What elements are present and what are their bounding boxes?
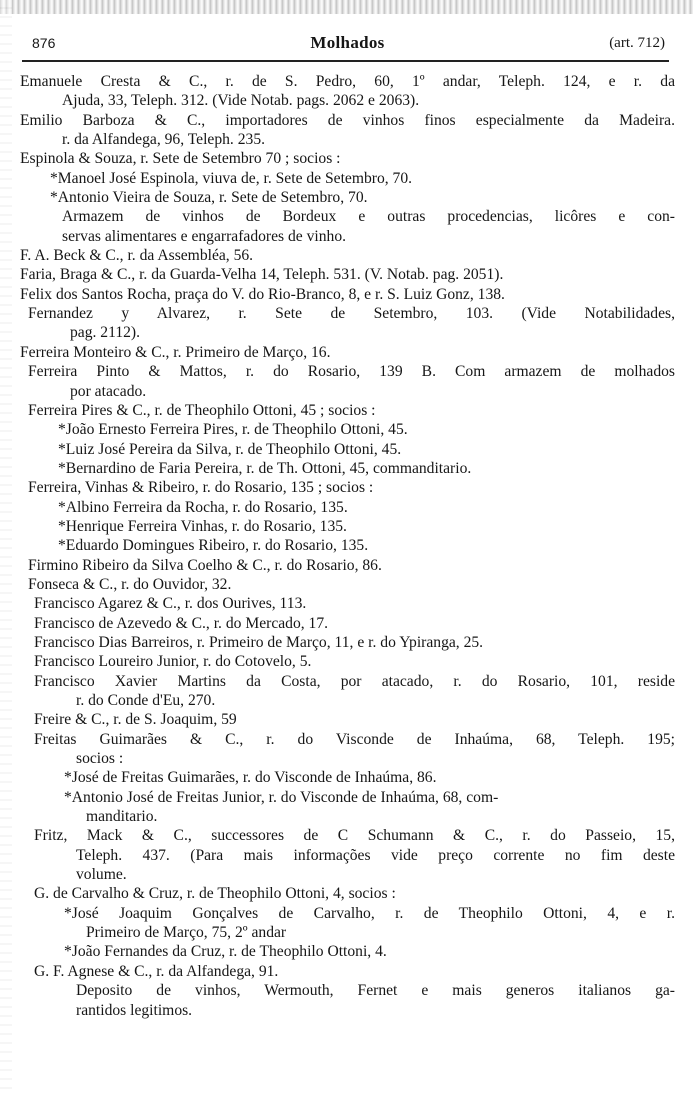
entry-line: *Luiz José Pereira da Silva, r. de Theophilo Ottoni, 45. <box>58 440 402 458</box>
entry-line: manditario. <box>86 808 158 826</box>
list-item <box>20 246 675 265</box>
list-item <box>20 111 675 150</box>
entry-line: Francisco de Azevedo & C., r. do Mercado, 17. <box>34 614 329 632</box>
scan-edge-top <box>0 0 693 14</box>
entry-line: servas alimentares e engarrafadores de vinho. <box>62 227 347 245</box>
entry-line: Emilio Barboza & C., importadores de vinhos finos especialmente da Madeira. <box>20 111 675 129</box>
entry-line: Francisco Loureiro Junior, r. do Cotovelo, 5. <box>34 653 312 671</box>
entry-line: Ajuda, 33, Teleph. 312. (Vide Notab. pags. 2062 e 2063). <box>62 92 420 110</box>
list-item <box>20 575 675 594</box>
entry-line: F. A. Beck & C., r. da Assembléa, 56. <box>20 247 254 265</box>
directory-listing <box>20 72 675 1020</box>
page-header <box>30 33 665 59</box>
list-item <box>20 710 675 729</box>
entry-line: *Bernardino de Faria Pereira, r. de Th. Ottoni, 45, commanditario. <box>58 459 472 477</box>
entry-line: Francisco Agarez & C., r. dos Ourives, 113. <box>34 595 307 613</box>
entry-line: por atacado. <box>70 382 147 400</box>
entry-line: *José de Freitas Guimarães, r. do Visconde de Inhaúma, 86. <box>64 769 437 787</box>
entry-line: Ferreira Pires & C., r. de Theophilo Ottoni, 45 ; socios : <box>28 401 376 419</box>
list-item <box>20 343 675 362</box>
entry-line: Armazem de vinhos de Bordeux e outras procedencias, licôres e con- <box>62 208 675 226</box>
page-number: 876 <box>32 35 56 51</box>
entry-line: Ferreira Pinto & Mattos, r. do Rosario, 139 B. Com armazem de molhados <box>28 363 675 381</box>
article-reference: (art. 712) <box>609 35 665 51</box>
entry-line: volume. <box>76 866 127 884</box>
entry-line: Fritz, Mack & C., successores de C Schumann & C., r. do Passeio, 15, <box>34 827 675 845</box>
entry-line: Firmino Ribeiro da Silva Coelho & C., r. do Rosario, 86. <box>28 556 382 574</box>
entry-line: Francisco Xavier Martins da Costa, por atacado, r. do Rosario, 101, reside <box>34 672 675 690</box>
list-item <box>20 826 675 884</box>
entry-line: *José Joaquim Gonçalves de Carvalho, r. de Theophilo Ottoni, 4, e r. <box>64 904 675 922</box>
list-item <box>20 72 675 111</box>
list-item <box>20 730 675 827</box>
list-item <box>20 362 675 401</box>
list-item <box>20 884 675 961</box>
list-item <box>20 285 675 304</box>
scan-edge-left <box>0 0 12 1095</box>
entry-line: *João Ernesto Ferreira Pires, r. de Theophilo Ottoni, 45. <box>58 421 408 439</box>
list-item <box>20 401 675 478</box>
list-item <box>20 614 675 633</box>
entry-line: *João Fernandes da Cruz, r. de Theophilo Ottoni, 4. <box>64 943 387 961</box>
entry-line: G. de Carvalho & Cruz, r. de Theophilo Ottoni, 4, socios : <box>34 885 396 903</box>
entry-line: Espinola & Souza, r. Sete de Setembro 70 ; socios : <box>20 150 341 168</box>
entry-line: *Manoel José Espinola, viuva de, r. Sete de Setembro, 70. <box>50 169 413 187</box>
entry-line: Deposito de vinhos, Wermouth, Fernet e mais generos italianos ga- <box>76 982 675 1000</box>
list-item <box>20 652 675 671</box>
entry-line: Francisco Dias Barreiros, r. Primeiro de Março, 11, e r. do Ypiranga, 25. <box>34 633 484 651</box>
entry-line: Faria, Braga & C., r. da Guarda-Velha 14, Teleph. 531. (V. Notab. pag. 2051). <box>20 266 504 284</box>
list-item <box>20 962 675 1020</box>
list-item <box>20 556 675 575</box>
page-title: Molhados <box>310 33 385 52</box>
list-item <box>20 304 675 343</box>
entry-line: r. da Alfandega, 96, Teleph. 235. <box>62 131 266 149</box>
header-rule <box>22 60 669 62</box>
entry-line: Ferreira, Vinhas & Ribeiro, r. do Rosario, 135 ; socios : <box>28 479 374 497</box>
entry-line: Freitas Guimarães & C., r. do Visconde de Inhaúma, 68, Teleph. 195; <box>34 730 675 748</box>
entry-line: Fonseca & C., r. do Ouvidor, 32. <box>28 575 232 593</box>
entry-line: Primeiro de Março, 75, 2º andar <box>86 924 287 942</box>
entry-line: Freire & C., r. de S. Joaquim, 59 <box>34 711 237 729</box>
list-item <box>20 672 675 711</box>
entry-line: Teleph. 437. (Para mais informações vide preço corrente no fim deste <box>76 846 675 864</box>
list-item <box>20 633 675 652</box>
entry-line: *Antonio Vieira de Souza, r. Sete de Setembro, 70. <box>50 189 368 207</box>
entry-line: Emanuele Cresta & C., r. de S. Pedro, 60, 1º andar, Teleph. 124, e r. da <box>20 73 675 90</box>
entry-line: socios : <box>76 750 124 768</box>
entry-line: *Henrique Ferreira Vinhas, r. do Rosario, 135. <box>58 517 347 535</box>
list-item <box>20 594 675 613</box>
entry-line: Felix dos Santos Rocha, praça do V. do Rio-Branco, 8, e r. S. Luiz Gonz, 138. <box>20 285 505 303</box>
list-item <box>20 149 675 246</box>
entry-line: *Albino Ferreira da Rocha, r. do Rosario, 135. <box>58 498 348 516</box>
entry-line: *Antonio José de Freitas Junior, r. do Visconde de Inhaúma, 68, com- <box>64 788 499 806</box>
list-item <box>20 265 675 284</box>
entry-line: Fernandez y Alvarez, r. Sete de Setembro, 103. (Vide Notabilidades, <box>28 305 675 323</box>
entry-line: G. F. Agnese & C., r. da Alfandega, 91. <box>34 962 279 980</box>
entry-line: *Eduardo Domingues Ribeiro, r. do Rosario, 135. <box>58 537 369 555</box>
list-item <box>20 478 675 555</box>
entry-line: pag. 2112). <box>70 324 141 342</box>
entry-line: r. do Conde d'Eu, 270. <box>76 692 216 709</box>
entry-line: rantidos legitimos. <box>76 1001 193 1019</box>
entry-line: Ferreira Monteiro & C., r. Primeiro de Março, 16. <box>20 343 331 361</box>
